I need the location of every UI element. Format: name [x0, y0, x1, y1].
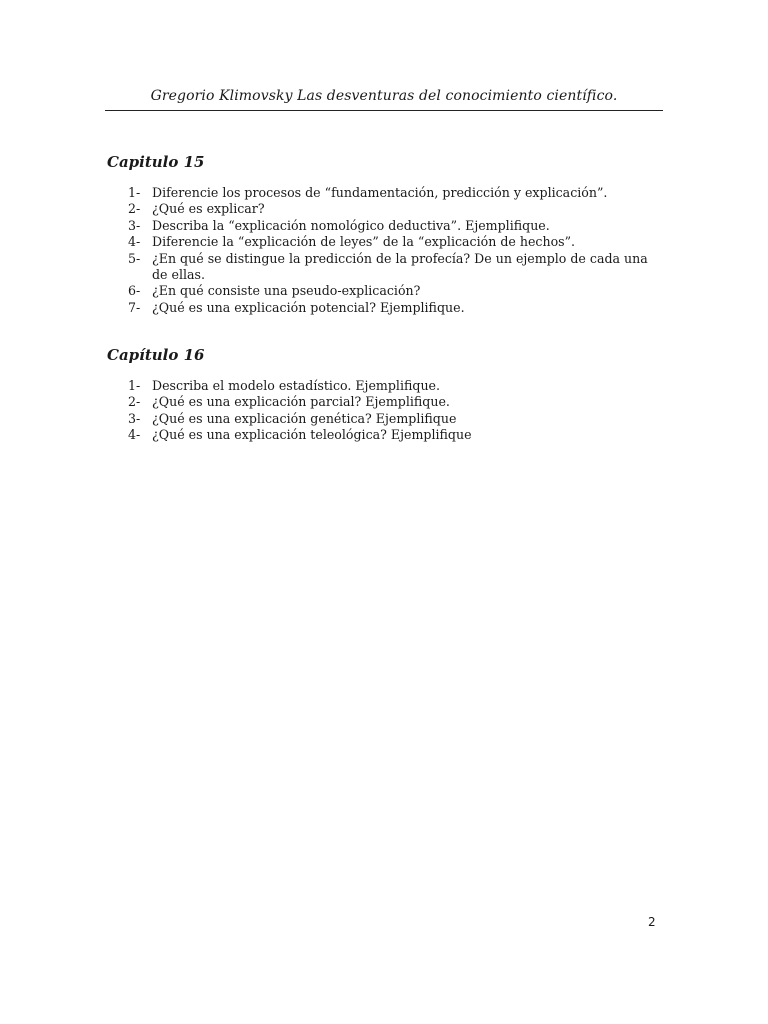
running-header: Gregorio Klimovsky Las desventuras del conocimiento científico.	[150, 88, 618, 104]
question-item	[128, 300, 667, 316]
question-text: ¿Qué es una explicación potencial? Ejemplifique.	[152, 299, 465, 315]
chapter-15-section	[107, 153, 667, 316]
question-list	[107, 378, 667, 444]
question-number: 1-	[128, 378, 141, 393]
header-divider	[105, 110, 663, 111]
question-number: 7-	[128, 299, 141, 315]
question-item	[128, 378, 667, 394]
question-item	[128, 394, 667, 410]
question-number: 5-	[128, 250, 141, 266]
question-text: ¿Qué es explicar?	[152, 201, 265, 217]
question-item	[128, 251, 667, 284]
question-text: ¿En qué se distingue la predicción de la profecía? De un ejemplo de cada una de ellas.	[152, 250, 648, 283]
question-text: ¿En qué consiste una pseudo-explicación?	[152, 283, 421, 299]
question-text: ¿Qué es una explicación genética? Ejemplifique	[152, 410, 457, 426]
question-text: Diferencie los procesos de “fundamentación, predicción y explicación”.	[152, 185, 608, 200]
question-item	[128, 201, 667, 217]
question-item	[128, 427, 667, 443]
question-number: 3-	[128, 410, 141, 426]
question-list	[107, 185, 667, 316]
question-number: 1-	[128, 185, 141, 200]
question-item	[128, 411, 667, 427]
chapter-title: Capítulo 16	[107, 346, 205, 364]
question-number: 4-	[128, 427, 141, 443]
question-text: Describa el modelo estadístico. Ejemplifique.	[152, 378, 441, 393]
question-item	[128, 283, 667, 299]
question-number: 4-	[128, 234, 141, 250]
question-text: ¿Qué es una explicación teleológica? Ejemplifique	[152, 427, 472, 443]
question-text: ¿Qué es una explicación parcial? Ejemplifique.	[152, 394, 450, 410]
question-text: Diferencie la “explicación de leyes” de la “explicación de hechos”.	[152, 234, 576, 250]
question-number: 2-	[128, 394, 141, 410]
page-number: 2	[648, 915, 656, 929]
question-text: Describa la “explicación nomológico deductiva”. Ejemplifique.	[152, 217, 550, 233]
chapter-title: Capitulo 15	[107, 153, 205, 171]
question-item	[128, 185, 667, 201]
question-number: 3-	[128, 217, 141, 233]
question-number: 2-	[128, 201, 141, 217]
chapter-16-section	[107, 346, 667, 444]
question-number: 6-	[128, 283, 141, 299]
question-item	[128, 234, 667, 250]
question-item	[128, 218, 667, 234]
